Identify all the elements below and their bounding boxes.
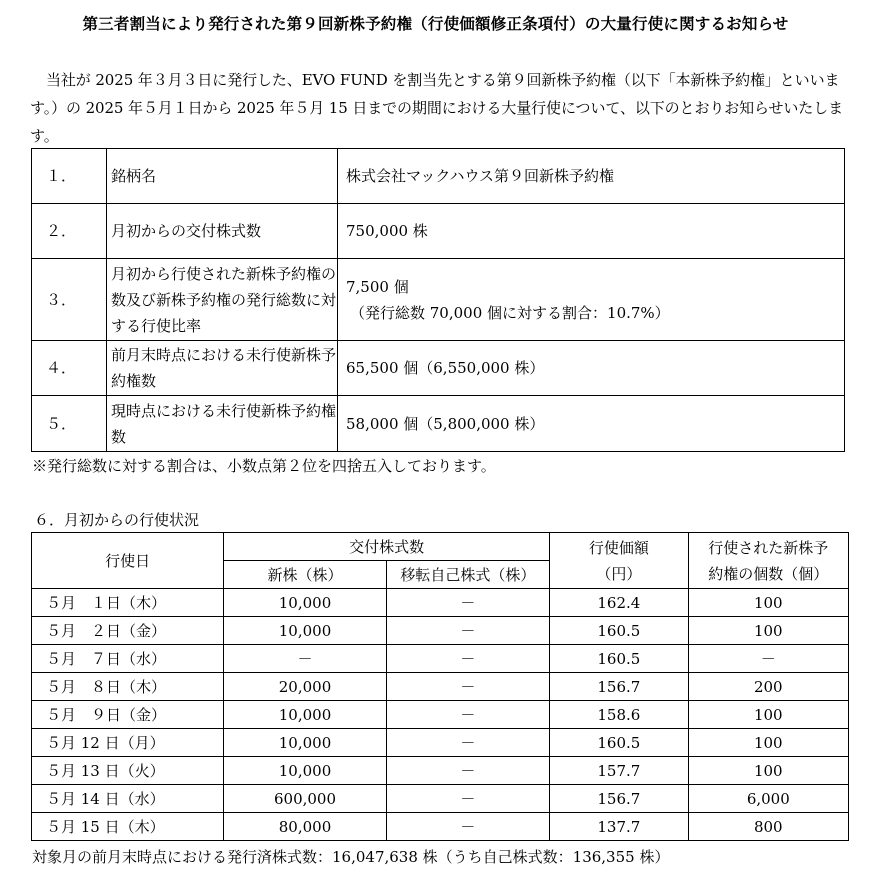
cell-treasury: － bbox=[386, 785, 549, 813]
summary-row bbox=[32, 341, 845, 396]
cell-count: 100 bbox=[688, 701, 848, 729]
table-row bbox=[32, 617, 849, 645]
cell-price: 156.7 bbox=[550, 785, 689, 813]
summary-row bbox=[32, 259, 845, 341]
summary-value bbox=[338, 259, 845, 341]
cell-date: ５月 ７日（水） bbox=[32, 645, 224, 673]
header-price-line1: 行使価額 bbox=[588, 538, 649, 557]
summary-num: ５． bbox=[32, 396, 107, 452]
cell-count: 100 bbox=[688, 589, 848, 617]
table-row bbox=[32, 757, 849, 785]
exercise-table bbox=[31, 532, 849, 841]
summary-label: 銘柄名 bbox=[107, 149, 338, 204]
cell-treasury: － bbox=[386, 673, 549, 701]
cell-price: 158.6 bbox=[550, 701, 689, 729]
cell-date: ５月 ８日（木） bbox=[32, 673, 224, 701]
header-treasury: 移転自己株式（株） bbox=[386, 561, 549, 589]
cell-count: 100 bbox=[688, 617, 848, 645]
table-row bbox=[32, 729, 849, 757]
table-row bbox=[32, 673, 849, 701]
cell-new-shares: 600,000 bbox=[224, 785, 386, 813]
cell-date: ５月 14 日（水） bbox=[32, 785, 224, 813]
cell-new-shares: 10,000 bbox=[224, 617, 386, 645]
cell-new-shares: 10,000 bbox=[224, 757, 386, 785]
header-new-shares: 新株（株） bbox=[224, 561, 386, 589]
cell-price: 160.5 bbox=[550, 617, 689, 645]
summary-num: １． bbox=[32, 149, 107, 204]
summary-num: ３． bbox=[32, 259, 107, 341]
cell-count: 200 bbox=[688, 673, 848, 701]
cell-price: 156.7 bbox=[550, 673, 689, 701]
cell-date: ５月 13 日（火） bbox=[32, 757, 224, 785]
header-delivered: 交付株式数 bbox=[224, 533, 550, 561]
summary-table bbox=[31, 148, 845, 452]
cell-count: 800 bbox=[688, 813, 848, 841]
summary-num: ４． bbox=[32, 341, 107, 396]
rounding-note: ※発行総数に対する割合は、小数点第２位を四捨五入しております。 bbox=[32, 457, 496, 475]
header-price bbox=[550, 533, 689, 589]
summary-label: 月初から行使された新株予約権の数及び新株予約権の発行総数に対する行使比率 bbox=[107, 259, 338, 341]
summary-label: 現時点における未行使新株予約権数 bbox=[107, 396, 338, 452]
header-count-line2: 約権の個数（個） bbox=[708, 564, 829, 583]
summary-value-line1: 7,500 個 bbox=[346, 277, 409, 296]
summary-value: 65,500 個（6,550,000 株） bbox=[338, 341, 845, 396]
cell-new-shares: － bbox=[224, 645, 386, 673]
cell-count: － bbox=[688, 645, 848, 673]
summary-row bbox=[32, 149, 845, 204]
header-row bbox=[32, 533, 849, 561]
cell-price: 160.5 bbox=[550, 729, 689, 757]
cell-new-shares: 80,000 bbox=[224, 813, 386, 841]
cell-new-shares: 10,000 bbox=[224, 589, 386, 617]
header-price-line2: （円） bbox=[596, 564, 642, 583]
cell-treasury: － bbox=[386, 589, 549, 617]
cell-price: 157.7 bbox=[550, 757, 689, 785]
section-title: ６．月初からの行使状況 bbox=[34, 511, 200, 529]
cell-count: 100 bbox=[688, 757, 848, 785]
cell-count: 6,000 bbox=[688, 785, 848, 813]
header-count-line1: 行使された新株予 bbox=[708, 538, 829, 557]
cell-date: ５月 ２日（金） bbox=[32, 617, 224, 645]
issued-shares-footnote: 対象月の前月末時点における発行済株式数：16,047,638 株（うち自己株式数：136,355 株） bbox=[32, 848, 670, 866]
summary-value: 株式会社マックハウス第９回新株予約権 bbox=[338, 149, 845, 204]
cell-treasury: － bbox=[386, 701, 549, 729]
table-row bbox=[32, 645, 849, 673]
cell-date: ５月 ９日（金） bbox=[32, 701, 224, 729]
cell-date: ５月 12 日（月） bbox=[32, 729, 224, 757]
cell-new-shares: 10,000 bbox=[224, 701, 386, 729]
cell-treasury: － bbox=[386, 645, 549, 673]
table-row bbox=[32, 589, 849, 617]
cell-treasury: － bbox=[386, 617, 549, 645]
summary-row bbox=[32, 396, 845, 452]
cell-count: 100 bbox=[688, 729, 848, 757]
intro-paragraph: 当社が 2025 年３月３日に発行した、EVO FUND を割当先とする第９回新株予約権（以下「本新株予約権」といいます。）の 2025 年５月１日から 2025 年５月 15 日までの期間における大量行使について、以下のとおりお知らせいたします。 bbox=[30, 71, 843, 145]
summary-label: 前月末時点における未行使新株予約権数 bbox=[107, 341, 338, 396]
document-title: 第三者割当により発行された第９回新株予約権（行使価額修正条項付）の大量行使に関するお知らせ bbox=[82, 15, 789, 33]
cell-price: 137.7 bbox=[550, 813, 689, 841]
summary-value: 750,000 株 bbox=[338, 204, 845, 259]
summary-label: 月初からの交付株式数 bbox=[107, 204, 338, 259]
cell-date: ５月 15 日（木） bbox=[32, 813, 224, 841]
cell-treasury: － bbox=[386, 813, 549, 841]
cell-new-shares: 20,000 bbox=[224, 673, 386, 701]
table-row bbox=[32, 785, 849, 813]
cell-price: 162.4 bbox=[550, 589, 689, 617]
header-date: 行使日 bbox=[32, 533, 224, 589]
cell-treasury: － bbox=[386, 729, 549, 757]
summary-num: ２． bbox=[32, 204, 107, 259]
cell-treasury: － bbox=[386, 757, 549, 785]
header-count bbox=[688, 533, 848, 589]
cell-price: 160.5 bbox=[550, 645, 689, 673]
summary-value-line2: （発行総数 70,000 個に対する割合：10.7%） bbox=[350, 303, 670, 322]
cell-new-shares: 10,000 bbox=[224, 729, 386, 757]
summary-value: 58,000 個（5,800,000 株） bbox=[338, 396, 845, 452]
table-row bbox=[32, 701, 849, 729]
table-row bbox=[32, 813, 849, 841]
cell-date: ５月 １日（木） bbox=[32, 589, 224, 617]
summary-row bbox=[32, 204, 845, 259]
